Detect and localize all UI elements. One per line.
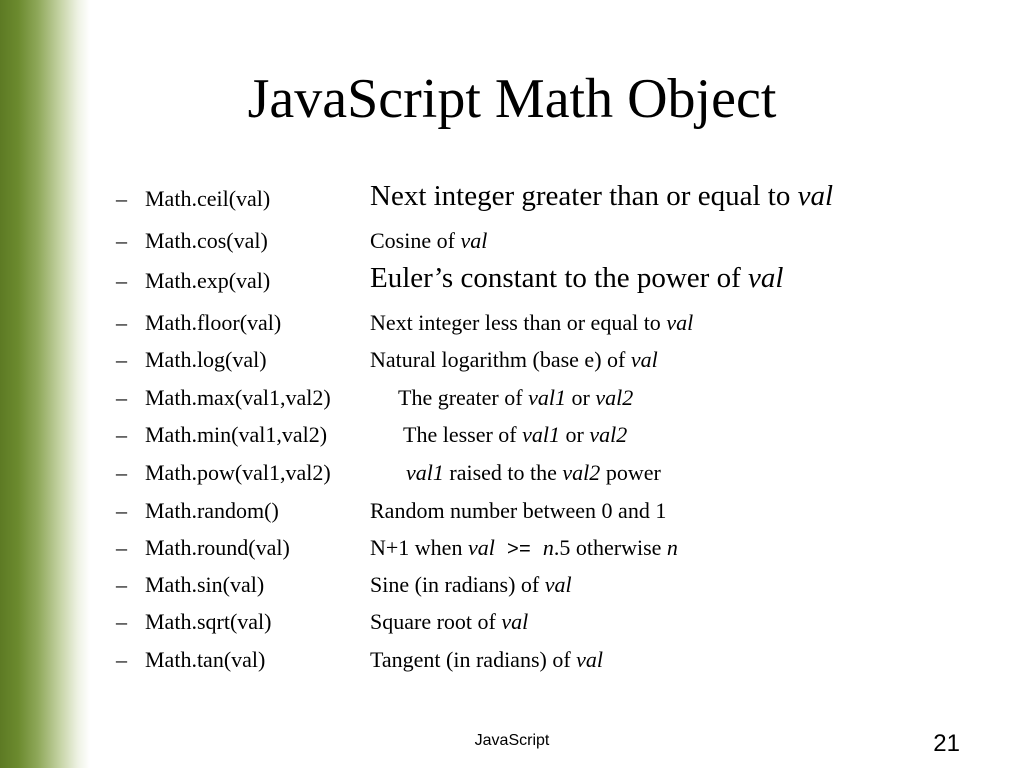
list-item: [0, 228, 1024, 258]
italic-term: n: [666, 535, 678, 560]
list-bullet-dash: –: [116, 228, 127, 253]
method-description: [370, 535, 678, 562]
italic-term: val: [576, 647, 604, 672]
italic-term: val2: [595, 385, 634, 410]
method-name: Math.round(val): [145, 535, 290, 560]
description-text: power: [600, 460, 661, 485]
description-text: or: [560, 422, 590, 447]
italic-term: val2: [562, 460, 601, 485]
list-item: [0, 647, 1024, 677]
description-text: .5 otherwise: [553, 535, 667, 560]
method-name: Math.cos(val): [145, 228, 268, 253]
list-item: [0, 422, 1024, 452]
method-name: Math.random(): [145, 498, 279, 523]
method-description: [370, 310, 693, 336]
description-text: Square root of: [370, 609, 502, 634]
list-bullet-dash: –: [116, 498, 127, 523]
method-description: [370, 609, 528, 635]
slide-footer: JavaScript: [474, 732, 550, 749]
list-item: [0, 535, 1024, 565]
method-name: Math.sqrt(val): [145, 609, 272, 634]
list-bullet-dash: –: [116, 186, 127, 211]
description-text: Natural logarithm (base e) of: [370, 347, 631, 372]
method-name: Math.min(val1,val2): [145, 422, 328, 447]
description-text: >=: [494, 539, 543, 562]
list-item: [0, 609, 1024, 639]
italic-term: val: [797, 180, 834, 212]
list-bullet-dash: –: [116, 268, 127, 293]
method-description: [370, 498, 666, 524]
method-name: Math.pow(val1,val2): [145, 460, 331, 485]
description-text: Cosine of: [370, 228, 461, 253]
method-name: Math.floor(val): [145, 310, 282, 335]
list-bullet-dash: –: [116, 385, 127, 410]
method-name: Math.tan(val): [145, 647, 266, 672]
method-name: Math.exp(val): [145, 268, 271, 293]
italic-term: val: [460, 228, 488, 253]
method-description: [370, 262, 783, 295]
list-bullet-dash: –: [116, 535, 127, 560]
description-text: N+1 when: [370, 535, 468, 560]
method-description: [370, 228, 487, 254]
list-item: [0, 498, 1024, 528]
description-text: Sine (in radians) of: [370, 572, 545, 597]
list-bullet-dash: –: [116, 609, 127, 634]
list-bullet-dash: –: [116, 460, 127, 485]
method-name: Math.log(val): [145, 347, 267, 372]
italic-term: n: [542, 535, 554, 560]
description-text: Next integer greater than or equal to: [370, 180, 798, 212]
description-text: The greater of: [398, 385, 529, 410]
italic-term: val: [747, 262, 784, 294]
list-item: [0, 310, 1024, 340]
italic-term: val1: [406, 460, 444, 485]
method-description: [370, 647, 603, 673]
list-bullet-dash: –: [116, 347, 127, 372]
list-item: [0, 460, 1024, 490]
description-text: or: [565, 385, 596, 410]
method-name: Math.ceil(val): [145, 186, 271, 211]
page-number: 21: [933, 730, 960, 757]
method-name: Math.max(val1,val2): [145, 385, 331, 410]
italic-term: val2: [589, 422, 628, 447]
list-bullet-dash: –: [116, 647, 127, 672]
description-text: The lesser of: [403, 422, 523, 447]
method-description: [370, 572, 572, 598]
list-bullet-dash: –: [116, 572, 127, 597]
slide-title: JavaScript Math Object: [247, 68, 777, 130]
italic-term: val: [467, 535, 495, 560]
italic-term: val: [544, 572, 572, 597]
italic-term: val1: [522, 422, 561, 447]
list-item: [0, 262, 1024, 298]
list-item: [0, 347, 1024, 377]
method-name: Math.sin(val): [145, 572, 265, 597]
list-item: [0, 385, 1024, 415]
description-text: raised to the: [443, 460, 563, 485]
list-item: [0, 180, 1024, 216]
list-bullet-dash: –: [116, 310, 127, 335]
method-description: [370, 347, 658, 373]
method-description: [370, 180, 833, 213]
method-description: [403, 422, 627, 448]
italic-term: val: [501, 609, 529, 634]
description-text: Next integer less than or equal to: [370, 310, 667, 335]
method-description: [398, 385, 633, 411]
description-text: Euler’s constant to the power of: [370, 262, 748, 294]
description-text: Tangent (in radians) of: [370, 647, 577, 672]
italic-term: val1: [528, 385, 566, 410]
list-bullet-dash: –: [116, 422, 127, 447]
list-item: [0, 572, 1024, 602]
italic-term: val: [630, 347, 658, 372]
description-text: Random number between 0 and 1: [370, 498, 667, 523]
method-description: [406, 460, 661, 486]
italic-term: val: [666, 310, 694, 335]
